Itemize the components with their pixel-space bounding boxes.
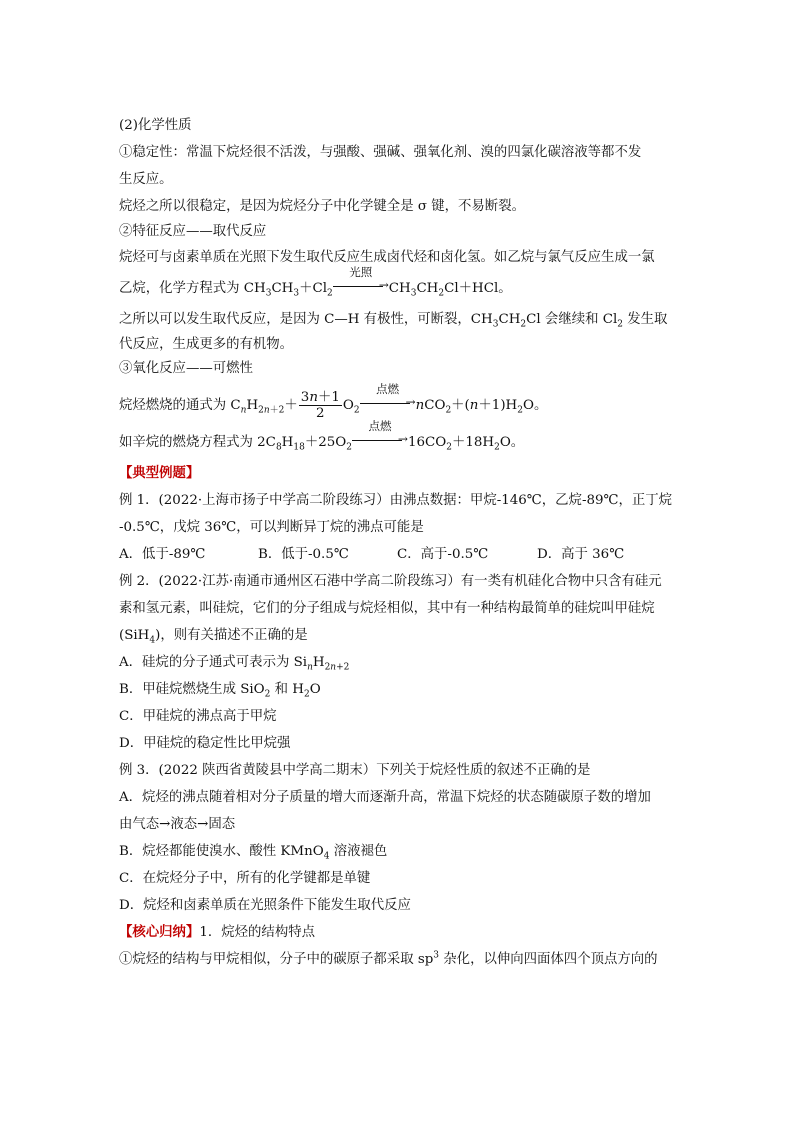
substitution-cause-line-2: 代反应，生成更多的有机物。 — [119, 337, 294, 352]
reaction-arrow-light: 光照 → — [333, 279, 389, 293]
example-2-line-1: 例 2．(2022·江苏·南通市通州区石港中学高二阶段练习）有一类有机硅化合物中只含有硅元 — [119, 574, 662, 589]
example-2-option-a: A．硅烷的分子通式可表示为 $Si_nH_{2n+2}$ — [119, 655, 350, 673]
octane-combustion-equation: 如辛烷的燃烧方程式为 $2C_8H_{18}+25O_2$ 点燃 → $16CO_2+18H_2O$。 — [119, 419, 525, 453]
oxygen-coefficient-fraction: $\frac{3n+1}{2}$ — [300, 390, 340, 421]
stability-line-1: ①稳定性：常温下烷烃很不活泼，与强酸、强碱、强氧化剂、溴的四氯化碳溶液等都不发 — [119, 145, 642, 160]
stability-reason: 烷烃之所以很稳定，是因为烷烃分子中化学键全是 σ 键，不易断裂。 — [119, 199, 525, 214]
summary-line-1: ①烷烃的结构与甲烷相似，分子中的碳原子都采取 $sp^3$ 杂化，以伸向四面体四个顶点方向的 — [119, 950, 658, 967]
reaction-arrow-ignite: 点燃 → — [360, 396, 416, 410]
examples-header: 【典型例题】 — [119, 465, 200, 481]
example-1-option-d: D．高于 36℃ — [537, 547, 625, 562]
section-title: (2)化学性质 — [119, 118, 192, 133]
summary-header-line — [119, 919, 679, 946]
example-2-option-b: B．甲硅烷燃烧生成 SiO$_2$ 和 $H_2O$ — [119, 682, 321, 700]
example-2-option-d: D．甲硅烷的稳定性比甲烷强 — [119, 736, 291, 751]
example-3-option-a-line-1: A．烷烃的沸点随着相对分子质量的增大而逐渐升高，常温下烷烃的状态随碳原子数的增加 — [119, 790, 651, 805]
example-1-option-b: B．低于-0.5℃ — [258, 547, 349, 562]
stability-line-2: 生反应。 — [119, 172, 173, 187]
summary-header: 【核心归纳】 — [119, 924, 200, 940]
oxidation-title: ③氧化反应——可燃性 — [119, 361, 253, 376]
example-1-option-c: C．高于-0.5℃ — [397, 547, 489, 562]
example-3-line-1: 例 3．(2022 陕西省黄陵县中学高二期末）下列关于烷烃性质的叙述不正确的是 — [119, 763, 591, 778]
ethane-chlorination-equation: 乙烷，化学方程式为 $CH_3CH_3+Cl_2$ 光照 → $CH_3CH_2Cl+HCl$。 — [119, 265, 512, 299]
example-2-option-c: C．甲硅烷的沸点高于甲烷 — [119, 709, 277, 724]
reaction-arrow-ignite-octane: 点燃 → — [352, 433, 408, 447]
example-1-option-a: A．低于-89℃ — [119, 547, 206, 562]
document-body — [119, 112, 679, 973]
example-2-line-2: 素和氢元素，叫硅烷，它们的分子组成与烷烃相似，其中有一种结构最简单的硅烷叫甲硅烷 — [119, 601, 655, 616]
example-3-option-d: D．烷烃和卤素单质在光照条件下能发生取代反应 — [119, 898, 411, 913]
example-1-line-1: 例 1．(2022·上海市扬子中学高二阶段练习）由沸点数据：甲烷-146℃，乙烷-89℃，正丁烷 — [119, 493, 673, 508]
summary-title: 1．烷烃的结构特点 — [199, 925, 315, 940]
example-3-option-a-line-2: 由气态→液态→固态 — [119, 817, 236, 832]
substitution-cause-line-1: 之所以可以发生取代反应，是因为 C—H 有极性，可断裂，$CH_3CH_2Cl$ 会继续和 $Cl_2$ 发生取 — [119, 312, 668, 330]
combustion-general-equation: 烷烃燃烧的通式为 $C_nH_{2n+2}+$ $\frac{3n+1}{2}$ $O_2$ 点燃 → $nCO_2+(n+1)H_2O$。 — [119, 382, 548, 421]
example-2-line-3: (SiH$_4$)，则有关描述不正确的是 — [119, 628, 308, 646]
substitution-title: ②特征反应——取代反应 — [119, 224, 267, 239]
example-3-option-b: B．烷烃都能使溴水、酸性 KMnO$_4$ 溶液褪色 — [119, 844, 388, 862]
example-3-option-c: C．在烷烃分子中，所有的化学键都是单键 — [119, 871, 371, 886]
example-1-options — [119, 541, 679, 568]
substitution-line-1: 烷烃可与卤素单质在光照下发生取代反应生成卤代烃和卤化氢。如乙烷与氯气反应生成一氯 — [119, 250, 655, 265]
example-1-line-2: -0.5℃，戊烷 36℃，可以判断异丁烷的沸点可能是 — [119, 520, 424, 535]
